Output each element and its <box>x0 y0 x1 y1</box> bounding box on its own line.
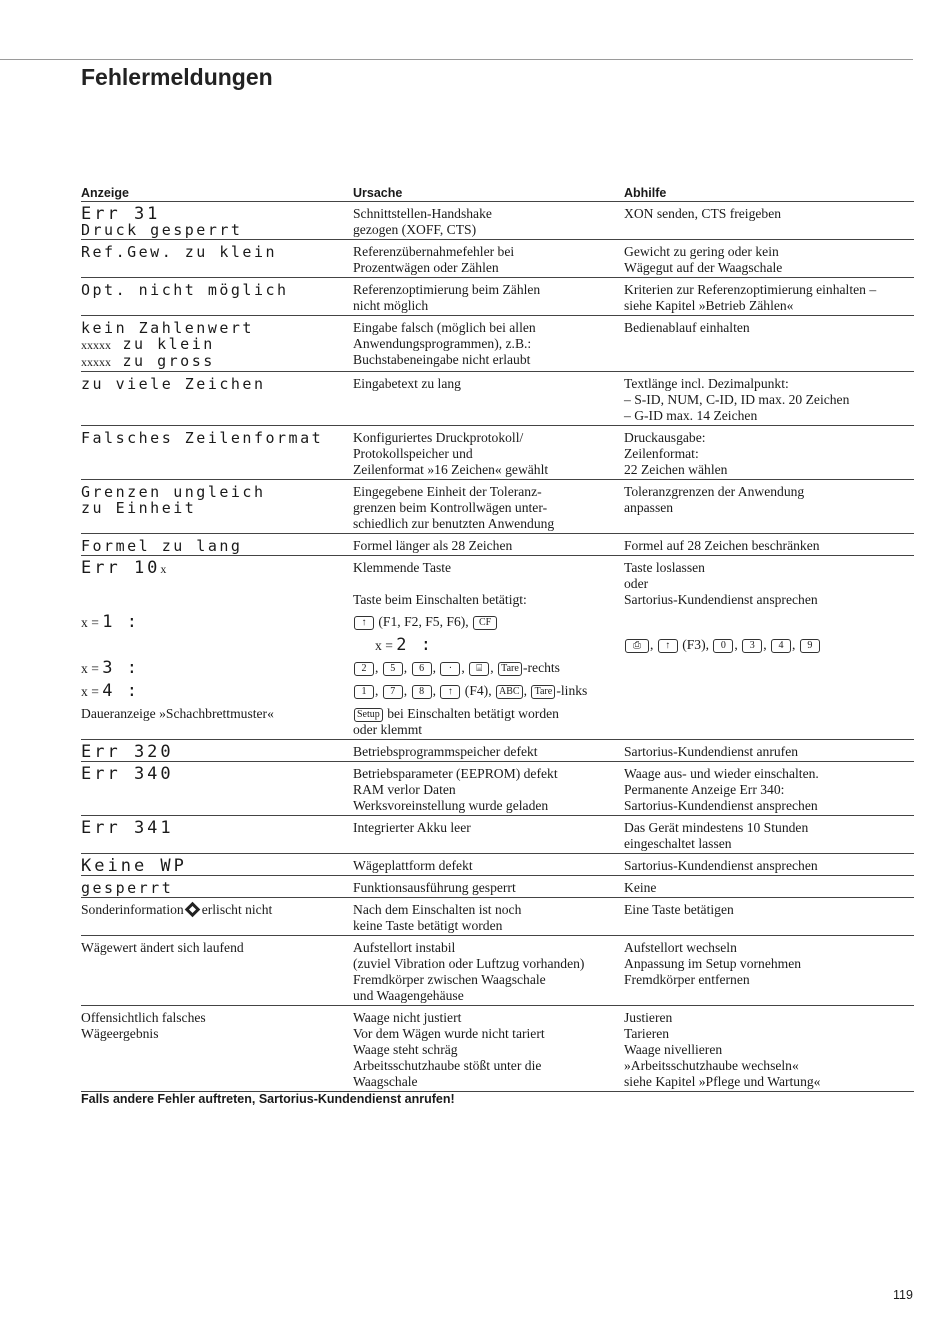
display-cell <box>81 858 353 874</box>
cause-cell <box>353 880 624 896</box>
cause-line: Prozentwägen oder Zählen <box>353 260 499 275</box>
table-row <box>81 816 914 854</box>
remedy-cell <box>624 484 914 532</box>
function-key-icon: ⌸ <box>469 662 489 676</box>
arrow-up-key-icon: ↑ <box>354 616 374 630</box>
table-row <box>81 854 914 876</box>
key-2-icon: 2 <box>354 662 374 676</box>
table-subrow-x4 <box>81 678 914 701</box>
cause-line: (zuviel Vibration oder Luftzug vorhanden) <box>353 956 585 971</box>
remedy-cell <box>624 614 914 631</box>
table-row <box>81 898 914 936</box>
cause-line: Nach dem Einschalten ist noch <box>353 902 522 917</box>
remedy-line: Sartorius-Kundendienst anrufen <box>624 744 799 759</box>
display-text-b: erlischt nicht <box>201 902 273 917</box>
cause-line: Betriebsprogrammspeicher defekt <box>353 744 538 759</box>
cause-line: nicht möglich <box>353 298 429 313</box>
cause-cell <box>353 244 624 276</box>
remedy-cell <box>624 940 914 1004</box>
cause-line: Eingabetext zu lang <box>353 376 461 391</box>
cause-cell <box>353 430 624 478</box>
remedy-line: Gewicht zu gering oder kein <box>624 244 779 259</box>
display-text-prefixed <box>81 353 353 370</box>
cause-cell <box>353 744 624 760</box>
table-row <box>81 480 914 534</box>
key-9-icon: 9 <box>800 639 820 653</box>
cause-cell <box>353 858 624 874</box>
cause-line: Konfiguriertes Druckprotokoll/ <box>353 430 524 445</box>
remedy-line: Taste loslassen <box>624 560 705 575</box>
cause-line: gezogen (XOFF, CTS) <box>353 222 477 237</box>
display-text: Err 340 <box>81 764 174 784</box>
cause-cell <box>353 637 624 654</box>
cause-line: Formel länger als 28 Zeichen <box>353 538 513 553</box>
remedy-cell <box>624 820 914 852</box>
cause-cell <box>353 766 624 814</box>
remedy-cell <box>624 560 914 608</box>
remedy-line: Wägegut auf der Waagschale <box>624 260 783 275</box>
remedy-cell <box>624 1010 914 1090</box>
remedy-line: XON senden, CTS freigeben <box>624 206 782 221</box>
arrow-up-key-icon: ↑ <box>440 685 460 699</box>
display-text: Keine WP <box>81 856 187 876</box>
remedy-line: anpassen <box>624 500 674 515</box>
cause-cell <box>353 820 624 852</box>
remedy-cell <box>624 538 914 554</box>
remedy-line: Waage nivellieren <box>624 1042 723 1057</box>
remedy-cell <box>624 858 914 874</box>
table-row <box>81 240 914 278</box>
x-value: 3 : <box>102 658 139 678</box>
table-row <box>81 740 914 762</box>
cause-cell <box>353 902 624 934</box>
display-text-prefixed <box>81 336 353 353</box>
cause-line: grenzen beim Kontrollwägen unter- <box>353 500 548 515</box>
cause-line: Eingegebene Einheit der Toleranz- <box>353 484 542 499</box>
display-text: Falsches Zeilenformat <box>81 429 324 447</box>
display-cell <box>81 206 353 238</box>
remedy-cell <box>624 430 914 478</box>
table-row <box>81 426 914 480</box>
display-text <box>81 902 353 918</box>
remedy-line: Permanente Anzeige Err 340: <box>624 782 785 797</box>
remedy-line: Eine Taste betätigen <box>624 902 734 917</box>
cause-line: Referenzoptimierung beim Zählen <box>353 282 541 297</box>
display-text: Offensichtlich falsches <box>81 1010 206 1025</box>
cause-cell <box>353 1010 624 1090</box>
key-1-icon: 1 <box>354 685 374 699</box>
key-8-icon: 8 <box>412 685 432 699</box>
display-text: kein Zahlenwert <box>81 319 254 337</box>
remedy-line: Tarieren <box>624 1026 670 1041</box>
remedy-line: Das Gerät mindestens 10 Stunden <box>624 820 809 835</box>
display-text: gesperrt <box>81 879 174 897</box>
key-text: -rechts <box>522 660 560 675</box>
cause-line: Integrierter Akku leer <box>353 820 471 835</box>
display-cell <box>81 880 353 896</box>
cause-line: Waage steht schräg <box>353 1042 458 1057</box>
key-3-icon: 3 <box>742 639 762 653</box>
cause-line: RAM verlor Daten <box>353 782 456 797</box>
cause-cell <box>353 538 624 554</box>
remedy-line: Sartorius-Kundendienst ansprechen <box>624 798 818 813</box>
cause-line: Vor dem Wägen wurde nicht tariert <box>353 1026 545 1041</box>
cause-cell <box>353 376 624 424</box>
print-key-icon: ⎙ <box>625 639 649 653</box>
display-cell <box>81 637 353 654</box>
remedy-cell <box>624 282 914 314</box>
key-7-icon: 7 <box>383 685 403 699</box>
display-cell <box>81 940 353 1004</box>
display-text: Wägeergebnis <box>81 1026 159 1041</box>
display-text: Daueranzeige »Schachbrettmuster« <box>81 706 274 721</box>
remedy-cell <box>624 902 914 934</box>
cause-line: Aufstellort instabil <box>353 940 456 955</box>
remedy-line: Kriterien zur Referenzoptimierung einhalten – <box>624 282 877 297</box>
remedy-line: Druckausgabe: <box>624 430 706 445</box>
display-cell <box>81 820 353 852</box>
display-code: Err 10 <box>81 558 161 578</box>
display-cell <box>81 320 353 370</box>
display-text: Ref.Gew. zu klein <box>81 243 278 261</box>
display-cell <box>81 660 353 677</box>
arrow-up-key-icon: ↑ <box>658 639 678 653</box>
remedy-cell <box>624 320 914 370</box>
remedy-cell <box>624 206 914 238</box>
remedy-cell <box>624 880 914 896</box>
display-text: Grenzen ungleich <box>81 483 266 501</box>
cause-text: bei Einschalten betätigt worden <box>387 706 559 721</box>
remedy-line: Sartorius-Kundendienst ansprechen <box>624 858 818 873</box>
display-cell <box>81 1010 353 1090</box>
remedy-line: eingeschaltet lassen <box>624 836 732 851</box>
display-text: Formel zu lang <box>81 537 243 555</box>
cause-line: Betriebsparameter (EEPROM) defekt <box>353 766 558 781</box>
cause-line: Buchstabeneingabe nicht erlaubt <box>353 352 531 367</box>
display-cell <box>81 766 353 814</box>
cause-line: Wägeplattform defekt <box>353 858 473 873</box>
cause-line: Referenzübernahmefehler bei <box>353 244 515 259</box>
remedy-line: Keine <box>624 880 657 895</box>
cause-line: schiedlich zur benutzten Anwendung <box>353 516 555 531</box>
cause-line: Anwendungsprogrammen), z.B.: <box>353 336 532 351</box>
table-row <box>81 316 914 372</box>
display-text: Wägewert ändert sich laufend <box>81 940 244 955</box>
remedy-cell <box>624 766 914 814</box>
display-text: Opt. nicht möglich <box>81 281 289 299</box>
cause-line: Protokollspeicher und <box>353 446 473 461</box>
display-suffix: x <box>160 562 167 576</box>
remedy-cell <box>624 376 914 424</box>
remedy-line: Bedienablauf einhalten <box>624 320 750 335</box>
remedy-line: Justieren <box>624 1010 673 1025</box>
top-rule <box>0 59 913 60</box>
display-cell <box>81 744 353 760</box>
table-row <box>81 202 914 240</box>
cause-line: Waage nicht justiert <box>353 1010 462 1025</box>
tare-key-icon: Tare <box>531 685 555 699</box>
display-text: zu gross <box>122 352 215 370</box>
remedy-cell <box>624 706 914 738</box>
remedy-line: siehe Kapitel »Pflege und Wartung« <box>624 1074 821 1089</box>
remedy-line: – S-ID, NUM, C-ID, ID max. 20 Zeichen <box>624 392 850 407</box>
decimal-key-icon: · <box>440 662 460 676</box>
table-row-err10 <box>81 556 914 609</box>
display-text: Err 31 <box>81 204 161 224</box>
key-text: (F4), <box>464 683 492 698</box>
x-label: x = <box>81 615 99 630</box>
display-cell <box>81 614 353 631</box>
x-label: x = <box>375 638 393 653</box>
display-cell <box>81 902 353 934</box>
cause-cell <box>353 282 624 314</box>
display-text <box>81 560 353 577</box>
x-value: 1 : <box>102 612 139 632</box>
cause-cell <box>353 206 624 238</box>
display-cell <box>81 430 353 478</box>
display-text: zu viele Zeichen <box>81 375 266 393</box>
cause-cell <box>353 940 624 1004</box>
x-value: 2 : <box>396 635 433 655</box>
table-row <box>81 936 914 1006</box>
remedy-line: Anpassung im Setup vornehmen <box>624 956 802 971</box>
cause-line <box>353 706 624 722</box>
remedy-line: Waage aus- und wieder einschalten. <box>624 766 819 781</box>
display-text: zu klein <box>122 335 215 353</box>
display-text: Err 320 <box>81 742 174 762</box>
cause-cell <box>353 706 624 738</box>
display-cell <box>81 683 353 700</box>
cause-line: Werksvoreinstellung wurde geladen <box>353 798 549 813</box>
table-row <box>81 372 914 426</box>
x-label: x = <box>81 684 99 699</box>
cause-line: Waagschale <box>353 1074 418 1089</box>
display-cell <box>81 244 353 276</box>
cause-cell <box>353 560 624 608</box>
remedy-line: Fremdkörper entfernen <box>624 972 750 987</box>
cause-line: keine Taste betätigt worden <box>353 918 503 933</box>
table-row <box>81 534 914 556</box>
table-subrow-x2 <box>81 632 914 655</box>
footer-note: Falls andere Fehler auftreten, Sartorius-Kundendienst anrufen! <box>81 1092 455 1106</box>
cause-line: Schnittstellen-Handshake <box>353 206 492 221</box>
remedy-line: siehe Kapitel »Betrieb Zählen« <box>624 298 794 313</box>
remedy-line: »Arbeitsschutzhaube wechseln« <box>624 1058 799 1073</box>
cause-line: Zeilenformat »16 Zeichen« gewählt <box>353 462 549 477</box>
remedy-line: Aufstellort wechseln <box>624 940 737 955</box>
cause-line: Fremdkörper zwischen Waagschale <box>353 972 546 987</box>
display-cell <box>81 560 353 608</box>
display-cell <box>81 538 353 554</box>
placeholder-prefix: xxxxx <box>81 355 111 369</box>
placeholder-prefix: xxxxx <box>81 338 111 352</box>
display-text-a: Sonderinformation <box>81 902 184 917</box>
cause-line: und Waagengehäuse <box>353 988 464 1003</box>
cause-line: Arbeitsschutzhaube stößt unter die <box>353 1058 542 1073</box>
display-cell <box>81 376 353 424</box>
remedy-line: Textlänge incl. Dezimalpunkt: <box>624 376 789 391</box>
cause-cell <box>353 320 624 370</box>
key-4-icon: 4 <box>771 639 791 653</box>
cause-line: Taste beim Einschalten betätigt: <box>353 592 527 607</box>
x-value: 4 : <box>102 681 139 701</box>
remedy-line: Formel auf 28 Zeichen beschränken <box>624 538 820 553</box>
display-cell <box>81 282 353 314</box>
key-text: (F3), <box>682 637 710 652</box>
cause-line: Eingabe falsch (möglich bei allen <box>353 320 536 335</box>
table-subrow-x1 <box>81 609 914 632</box>
cause-cell <box>353 614 624 631</box>
table-subrow-x3 <box>81 655 914 678</box>
cause-cell <box>353 484 624 532</box>
cause-line: Klemmende Taste <box>353 560 452 575</box>
info-diamond-icon <box>184 902 200 918</box>
table-row <box>81 1006 914 1092</box>
key-5-icon: 5 <box>383 662 403 676</box>
remedy-line: Toleranzgrenzen der Anwendung <box>624 484 805 499</box>
key-text: -links <box>556 683 588 698</box>
table-row <box>81 278 914 316</box>
table-row <box>81 876 914 898</box>
remedy-cell <box>624 744 914 760</box>
table-subrow-checker <box>81 701 914 740</box>
remedy-line: Zeilenformat: <box>624 446 699 461</box>
remedy-line: Sartorius-Kundendienst ansprechen <box>624 592 818 607</box>
header-remedy: Abhilfe <box>624 186 667 200</box>
remedy-cell <box>624 660 914 677</box>
remedy-line: 22 Zeichen wählen <box>624 462 728 477</box>
remedy-cell <box>624 244 914 276</box>
cause-line: Funktionsausführung gesperrt <box>353 880 516 895</box>
display-cell <box>81 484 353 532</box>
key-text: (F1, F2, F5, F6), <box>378 614 469 629</box>
cf-key-icon: CF <box>473 616 497 630</box>
remedy-line: oder <box>624 576 649 591</box>
table-row <box>81 762 914 816</box>
header-cause: Ursache <box>353 186 403 200</box>
remedy-cell: ⎙ , ↑ (F3), 0 , 3 , 4 , 9 <box>624 637 914 654</box>
setup-key-icon: Setup <box>354 708 383 722</box>
page-number: 119 <box>893 1288 913 1302</box>
display-cell <box>81 706 353 738</box>
key-0-icon: 0 <box>713 639 733 653</box>
display-text: zu Einheit <box>81 499 197 517</box>
error-table <box>81 185 914 1092</box>
x-label: x = <box>81 661 99 676</box>
cause-line: oder klemmt <box>353 722 423 737</box>
display-text: Druck gesperrt <box>81 221 243 239</box>
remedy-cell <box>624 683 914 700</box>
display-text: Err 341 <box>81 818 174 838</box>
key-6-icon: 6 <box>412 662 432 676</box>
remedy-line: – G-ID max. 14 Zeichen <box>624 408 758 423</box>
table-header <box>81 185 914 202</box>
page-title: Fehlermeldungen <box>81 64 273 90</box>
cause-line <box>353 576 624 592</box>
header-display: Anzeige <box>81 186 129 200</box>
tare-key-icon: Tare <box>498 662 522 676</box>
cause-cell: 1 , 7 , 8 , ↑ (F4), ABC , Tare -links <box>353 683 624 700</box>
cause-cell: 2 , 5 , 6 , · , ⌸ , Tare -rechts <box>353 660 624 677</box>
abc-key-icon: ABC <box>496 685 523 699</box>
